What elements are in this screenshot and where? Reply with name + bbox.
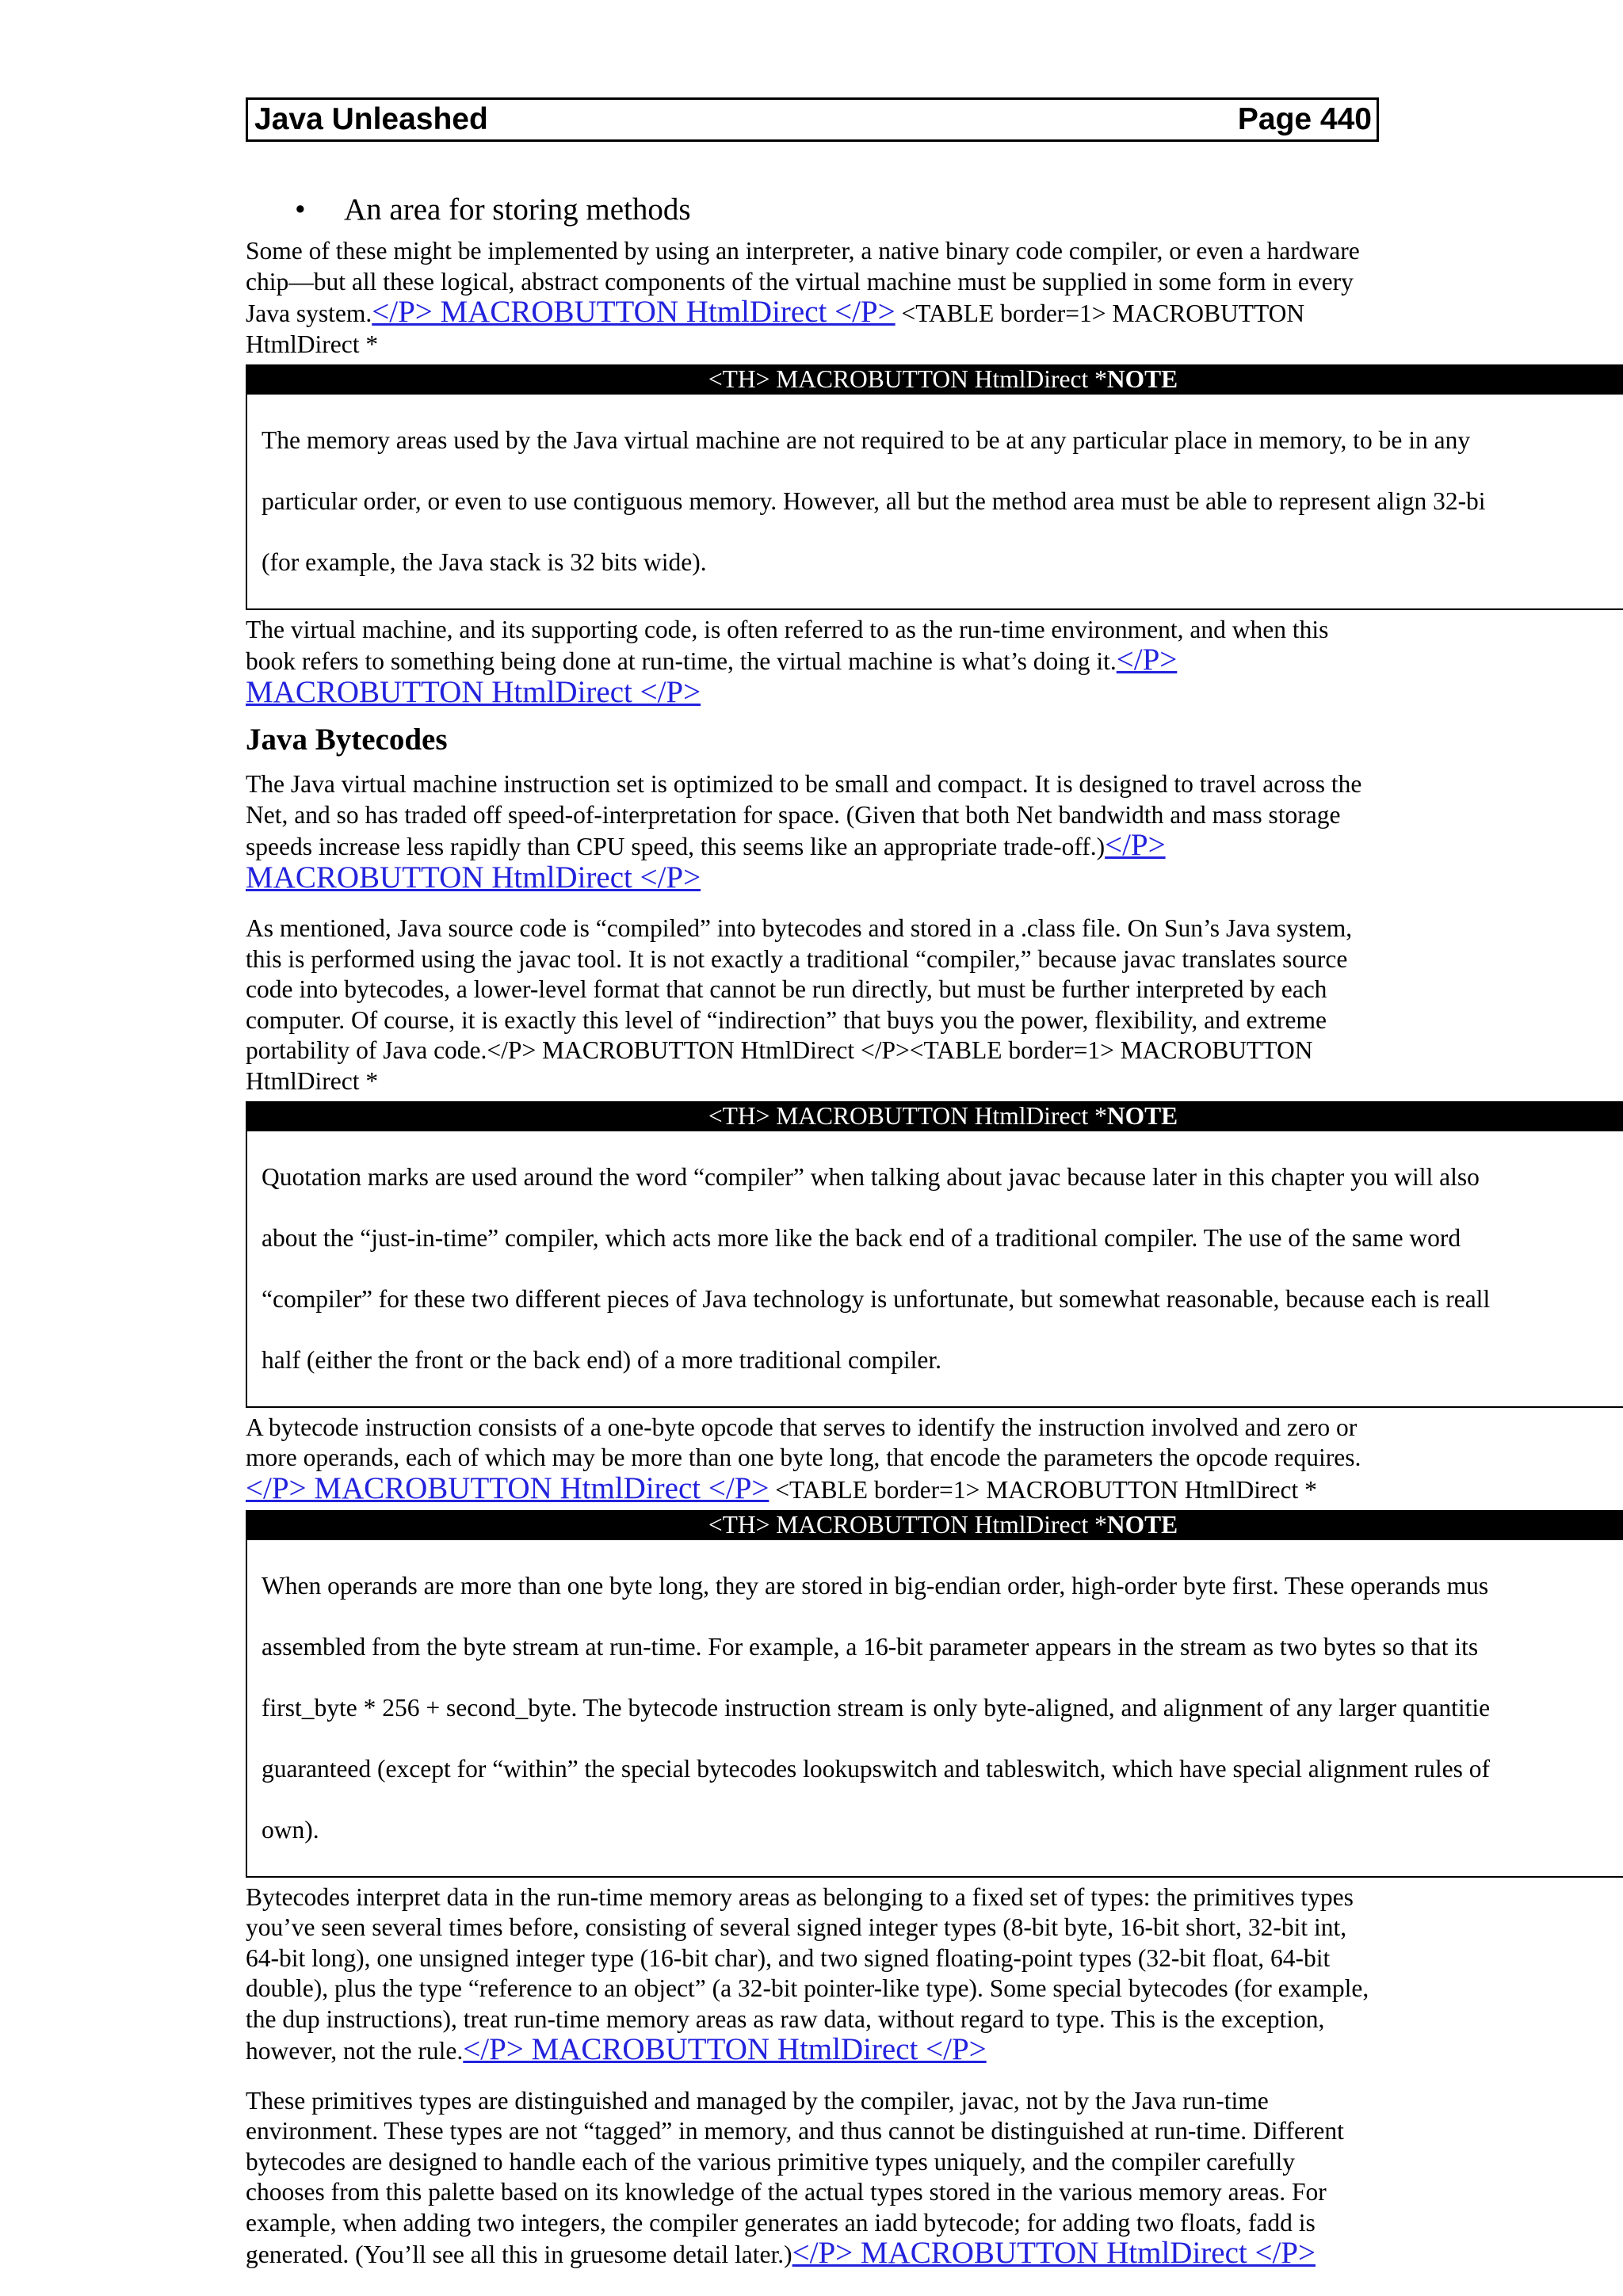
bullet-icon: • bbox=[295, 193, 306, 227]
book-title: Java Unleashed bbox=[254, 102, 488, 136]
paragraph: As mentioned, Java source code is “compiled” into bytecodes and stored in a .class file. On Sun’s Java system, this is performed using the javac tool. It is not exactly a traditional “compiler,” because javac translates source code into bytecodes, a lower-level format that cannot be run directly, but must be further interpreted by each computer. Of course, it is exactly this level of “indirection” that buys you the power, flexibility, and extreme portability of Java code.</P> MACROBUTTON HtmlDirect </P><TABLE border=1> MACROBUTTON HtmlDirect * bbox=[246, 914, 1353, 1095]
note-line: first_byte * 256 + second_byte. The bytecode instruction stream is only byte-aligned, and alignment of any larger quantitie bbox=[262, 1693, 1491, 1722]
note-body bbox=[246, 1540, 1623, 1878]
note-header bbox=[246, 364, 1623, 395]
note-header-prefix: <TH> MACROBUTTON HtmlDirect * bbox=[708, 1102, 1107, 1130]
note-line: “compiler” for these two different pieces of Java technology is unfortunate, but somewhat reasonable, because each is reall bbox=[262, 1284, 1491, 1313]
html-direct-link[interactable]: </P> MACROBUTTON HtmlDirect </P> bbox=[372, 295, 896, 329]
note-line: assembled from the byte stream at run-time. For example, a 16-bit parameter appears in the stream as two bytes so that its bbox=[262, 1632, 1479, 1661]
note-line: When operands are more than one byte long, they are stored in big-endian order, high-order byte first. These operands mus bbox=[262, 1571, 1489, 1600]
document-body bbox=[246, 190, 1491, 2271]
paragraph bbox=[246, 1413, 1379, 1506]
note-box bbox=[246, 1510, 1623, 1878]
section-heading: Java Bytecodes bbox=[246, 723, 448, 757]
note-label: NOTE bbox=[1106, 1102, 1178, 1130]
html-direct-link[interactable]: </P> MACROBUTTON HtmlDirect </P> bbox=[246, 828, 1166, 894]
note-line: guaranteed (except for “within” the special bytecodes lookupswitch and tableswitch, which have special alignment rules of bbox=[262, 1754, 1490, 1783]
note-body bbox=[246, 1131, 1623, 1408]
page-number: Page 440 bbox=[1237, 102, 1372, 136]
note-line: Quotation marks are used around the word “compiler” when talking about javac because later in this chapter you will also bbox=[262, 1162, 1480, 1191]
paragraph-tail: <TABLE border=1> MACROBUTTON HtmlDirect * bbox=[246, 299, 1305, 358]
note-line: (for example, the Java stack is 32 bits wide). bbox=[262, 547, 707, 576]
note-header-prefix: <TH> MACROBUTTON HtmlDirect * bbox=[708, 1511, 1107, 1539]
paragraph bbox=[246, 2086, 1379, 2271]
note-line: The memory areas used by the Java virtual machine are not required to be at any particular place in memory, to be in any bbox=[262, 425, 1471, 454]
paragraph bbox=[246, 236, 1379, 360]
paragraph-text: The virtual machine, and its supporting code, is often referred to as the run-time environment, and when this book refers to something being done at run-time, the virtual machine is what’s doing it. bbox=[246, 615, 1329, 675]
page-header bbox=[246, 97, 1379, 142]
note-header bbox=[246, 1101, 1623, 1131]
html-direct-link[interactable]: </P> MACROBUTTON HtmlDirect </P> bbox=[792, 2236, 1316, 2270]
list-item bbox=[246, 190, 1379, 230]
note-line: own). bbox=[262, 1815, 319, 1844]
html-direct-link[interactable]: </P> MACROBUTTON HtmlDirect </P> bbox=[463, 2032, 987, 2066]
paragraph bbox=[246, 769, 1379, 894]
note-line: half (either the front or the back end) of a more traditional compiler. bbox=[262, 1345, 942, 1374]
paragraph-tail: <TABLE border=1> MACROBUTTON HtmlDirect * bbox=[769, 1475, 1317, 1504]
list-item-text: An area for storing methods bbox=[344, 193, 691, 227]
paragraph bbox=[246, 1882, 1379, 2067]
note-box bbox=[246, 1101, 1623, 1408]
html-direct-link[interactable]: </P> MACROBUTTON HtmlDirect </P> bbox=[246, 1470, 769, 1505]
paragraph-text: Some of these might be implemented by using an interpreter, a native binary code compiler, or even a hardware chip—but all these logical, abstract components of the virtual machine must be supplied in some form in every Java system. bbox=[246, 237, 1360, 327]
paragraph-text: These primitives types are distinguished and managed by the compiler, javac, not by the Java run-time environment. These types are not “tagged” in memory, and thus cannot be distinguished at run-time. Different bytecodes are designed to handle each of the various primitive types uniquely, and the compiler carefully chooses from this palette based on its knowledge of the actual types stored in the various memory areas. For example, when adding two integers, the compiler generates an iadd bytecode; for adding two floats, fadd is generated. (You’ll see all this in gruesome detail later.) bbox=[246, 2086, 1344, 2268]
html-direct-link[interactable]: </P> MACROBUTTON HtmlDirect </P> bbox=[246, 643, 1178, 709]
paragraph-text: Bytecodes interpret data in the run-time memory areas as belonging to a fixed set of types: the primitives types you’ve seen several times before, consisting of several signed integer types (8-bit byte, 16-bit short, 32-bit int, 64-bit long), one unsigned integer type (16-bit char), and two signed floating-point types (32-bit float, 64-bit double), plus the type “reference to an object” (a 32-bit pointer-like type). Some special bytecodes (for example, the dup instructions), treat run-time memory areas as raw data, without regard to type. This is the exception, however, not the rule. bbox=[246, 1882, 1369, 2065]
paragraph bbox=[246, 615, 1379, 710]
note-box bbox=[246, 364, 1623, 610]
note-label: NOTE bbox=[1106, 1511, 1178, 1539]
note-label: NOTE bbox=[1106, 365, 1178, 393]
note-header-prefix: <TH> MACROBUTTON HtmlDirect * bbox=[708, 365, 1107, 393]
note-body bbox=[246, 395, 1623, 610]
paragraph-text: A bytecode instruction consists of a one-byte opcode that serves to identify the instruction involved and zero or more operands, each of which may be more than one byte long, that encode the parameters the opcode requires. bbox=[246, 1413, 1361, 1471]
paragraph-text: The Java virtual machine instruction set is optimized to be small and compact. It is designed to travel across the Net, and so has traded off speed-of-interpretation for space. (Given that both Net bandwidth and mass storage speeds increase less rapidly than CPU speed, this seems like an appropriate trade-off.) bbox=[246, 770, 1362, 860]
note-header bbox=[246, 1510, 1623, 1540]
note-line: about the “just-in-time” compiler, which acts more like the back end of a traditional compiler. The use of the same word bbox=[262, 1223, 1461, 1252]
note-line: particular order, or even to use contiguous memory. However, all but the method area must be able to represent align 32-bi bbox=[262, 486, 1486, 515]
